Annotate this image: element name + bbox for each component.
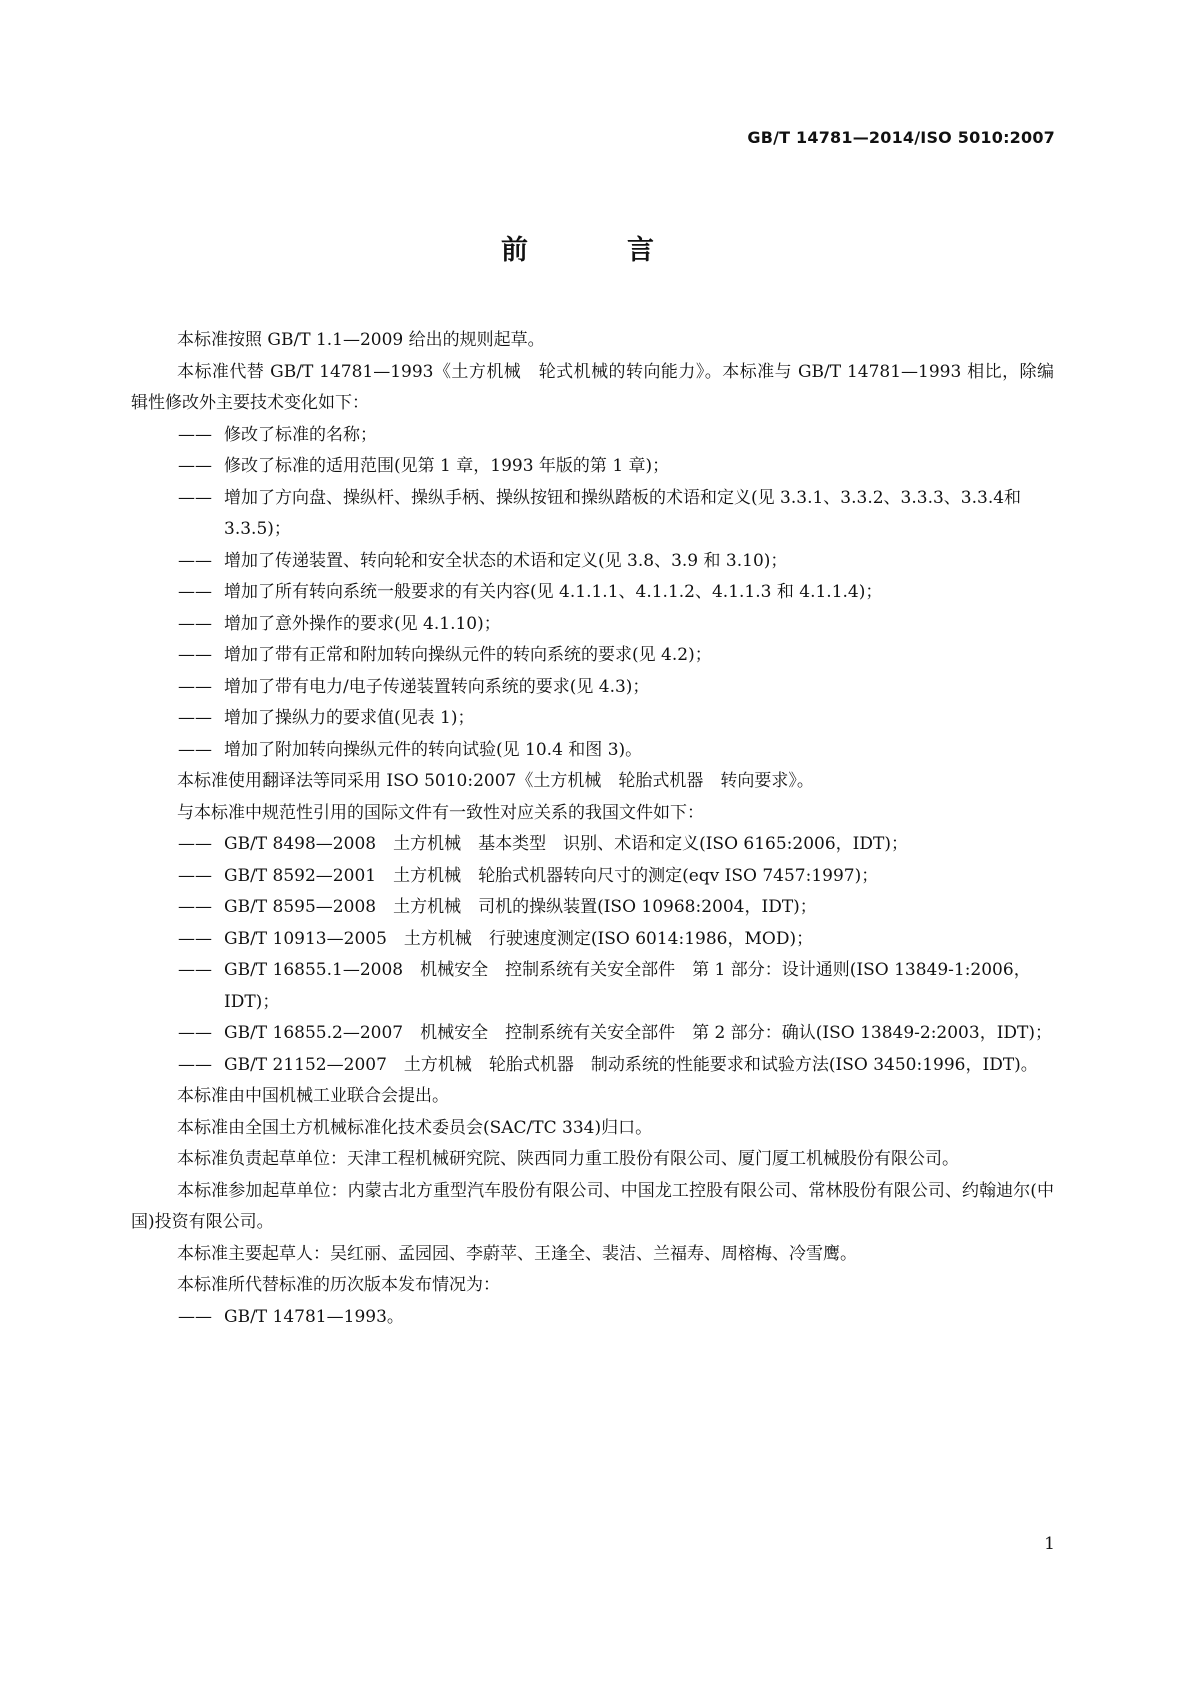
list-item-text: GB/T 8595—2008 土方机械 司机的操纵装置(ISO 10968:2004，IDT)； (224, 897, 817, 917)
dash-bullet: —— (178, 1306, 212, 1327)
list-item-text: 增加了所有转向系统一般要求的有关内容(见 4.1.1.1、4.1.1.2、4.1.1.3 和 4.1.1.4)； (224, 582, 883, 602)
dash-bullet: —— (178, 550, 212, 571)
list-item-text: GB/T 8498—2008 土方机械 基本类型 识别、术语和定义(ISO 6165:2006，IDT)； (224, 834, 908, 854)
list-item (131, 924, 1054, 956)
page-number: 1 (1044, 1534, 1055, 1554)
list-item (131, 1018, 1054, 1050)
list-item-text: GB/T 16855.2—2007 机械安全 控制系统有关安全部件 第 2 部分：确认(ISO 13849-2:2003，IDT)； (224, 1023, 1053, 1043)
list-item-text: 增加了操纵力的要求值(见表 1)； (224, 708, 475, 728)
paragraph-main-authors: 本标准主要起草人：吴红丽、孟园园、李蔚苹、王逢全、裴洁、兰福寿、周榕梅、冷雪鹰。 (177, 1243, 857, 1264)
document-code-header: GB/T 14781—2014/ISO 5010:2007 (747, 128, 1055, 147)
history-list (131, 1302, 1054, 1334)
dash-bullet: —— (178, 582, 212, 602)
references-list (131, 829, 1054, 1081)
list-item-text: 增加了意外操作的要求(见 4.1.10)； (224, 613, 501, 634)
list-item (131, 609, 1054, 641)
list-item (131, 955, 1054, 1018)
dash-bullet: —— (178, 834, 212, 854)
list-item (131, 420, 1054, 452)
list-item-text: 修改了标准的名称； (224, 424, 377, 445)
list-item-text: 增加了传递装置、转向轮和安全状态的术语和定义(见 3.8、3.9 和 3.10)； (224, 550, 788, 571)
list-item (131, 451, 1054, 483)
paragraph-references-intro: 与本标准中规范性引用的国际文件有一致性对应关系的我国文件如下： (177, 802, 704, 823)
dash-bullet: —— (178, 676, 212, 697)
list-item-text: 修改了标准的适用范围(见第 1 章，1993 年版的第 1 章)； (224, 456, 670, 476)
list-item-text: GB/T 8592—2001 土方机械 轮胎式机器转向尺寸的测定(eqv ISO 7457:1997)； (224, 865, 879, 886)
list-item (131, 1050, 1054, 1082)
dash-bullet: —— (178, 708, 212, 728)
dash-bullet: —— (178, 1023, 212, 1043)
paragraph-lead-drafters: 本标准负责起草单位：天津工程机械研究院、陕西同力重工股份有限公司、厦门厦工机械股份有限公司。 (177, 1149, 959, 1169)
list-item (131, 892, 1054, 924)
list-item (131, 672, 1054, 704)
paragraph-drafting-rules: 本标准按照 GB/T 1.1—2009 给出的规则起草。 (177, 330, 545, 350)
paragraph-history-intro: 本标准所代替标准的历次版本发布情况为： (177, 1275, 500, 1295)
list-item-text: GB/T 14781—1993。 (224, 1306, 404, 1327)
list-item (131, 1302, 1054, 1334)
dash-bullet: —— (178, 928, 212, 949)
list-item-text: GB/T 21152—2007 土方机械 轮胎式机器 制动系统的性能要求和试验方法(ISO 3450:1996，IDT)。 (224, 1054, 1038, 1075)
document-body (131, 325, 1054, 1333)
dash-bullet: —— (178, 424, 212, 445)
list-item (131, 861, 1054, 893)
paragraph-proposer: 本标准由中国机械工业联合会提出。 (177, 1086, 449, 1106)
paragraph-participating-drafters: 本标准参加起草单位：内蒙古北方重型汽车股份有限公司、中国龙工控股有限公司、常林股份有限公司、约翰迪尔(中国)投资有限公司。 (131, 1180, 1054, 1232)
changes-list (131, 420, 1054, 767)
list-item (131, 640, 1054, 672)
list-item-text: GB/T 16855.1—2008 机械安全 控制系统有关安全部件 第 1 部分：设计通则(ISO 13849-1:2006，IDT)； (224, 960, 1031, 1012)
list-item-text: GB/T 10913—2005 土方机械 行驶速度测定(ISO 6014:1986，MOD)； (224, 928, 814, 949)
paragraph-replacement: 本标准代替 GB/T 14781—1993《土方机械 轮式机械的转向能力》。本标准与 GB/T 14781—1993 相比，除编辑性修改外主要技术变化如下： (131, 361, 1054, 413)
list-item (131, 703, 1054, 735)
list-item (131, 577, 1054, 609)
dash-bullet: —— (178, 487, 212, 508)
list-item-text: 增加了带有正常和附加转向操纵元件的转向系统的要求(见 4.2)； (224, 645, 712, 665)
list-item-text: 增加了方向盘、操纵杆、操纵手柄、操纵按钮和操纵踏板的术语和定义(见 3.3.1、3.3.2、3.3.3、3.3.4和 3.3.5)； (224, 487, 1022, 539)
dash-bullet: —— (178, 960, 212, 980)
list-item (131, 546, 1054, 578)
list-item-text: 增加了附加转向操纵元件的转向试验(见 10.4 和图 3)。 (224, 739, 643, 760)
paragraph-adoption: 本标准使用翻译法等同采用 ISO 5010:2007《土方机械 轮胎式机器 转向要求》。 (177, 771, 814, 791)
dash-bullet: —— (178, 1054, 212, 1075)
list-item (131, 829, 1054, 861)
page-title: 前 言 (501, 235, 690, 266)
paragraph-administrator: 本标准由全国土方机械标准化技术委员会(SAC/TC 334)归口。 (177, 1117, 653, 1138)
list-item-text: 增加了带有电力/电子传递装置转向系统的要求(见 4.3)； (224, 676, 650, 697)
dash-bullet: —— (178, 897, 212, 917)
list-item (131, 483, 1054, 546)
dash-bullet: —— (178, 613, 212, 634)
dash-bullet: —— (178, 739, 212, 760)
dash-bullet: —— (178, 456, 212, 476)
dash-bullet: —— (178, 645, 212, 665)
dash-bullet: —— (178, 865, 212, 886)
list-item (131, 735, 1054, 767)
